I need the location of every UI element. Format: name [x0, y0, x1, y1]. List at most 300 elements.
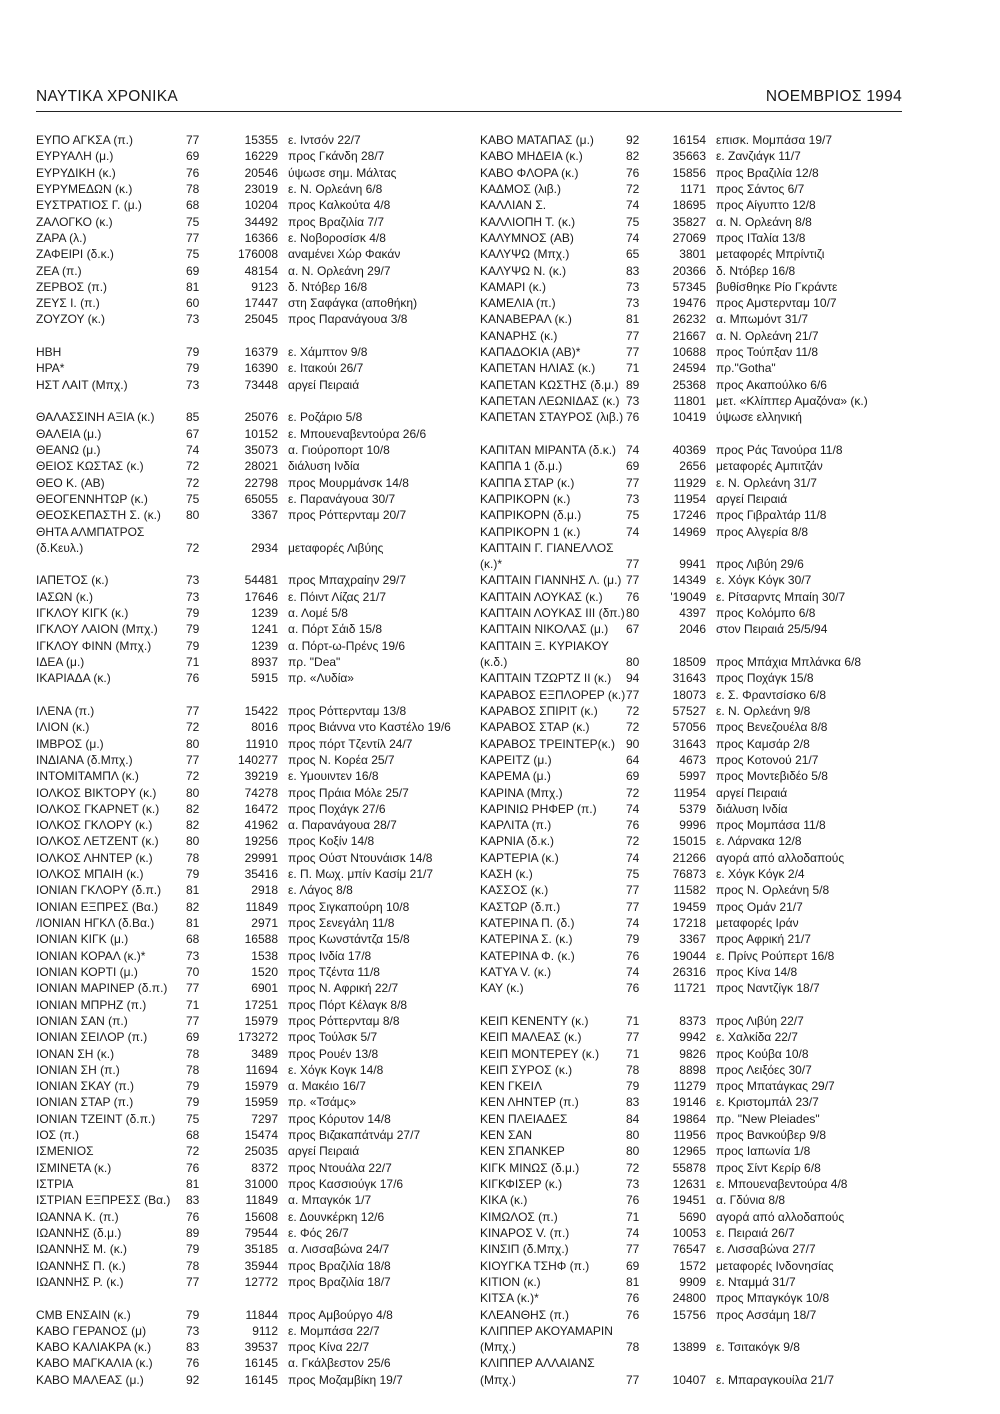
build-year: 92: [626, 133, 640, 147]
ship-row: [36, 1160, 476, 1176]
status-destination: προς Ρόττερνταμ 8/8: [288, 1013, 400, 1028]
ship-name: ΚΑΠΡΙΚΟΡΝ (δ.μ.): [480, 508, 582, 523]
build-year: 73: [186, 589, 200, 604]
ship-row: [480, 458, 905, 474]
tonnage: 11849: [245, 899, 278, 914]
ship-name: ΙΚΑΡΙΑΔΑ (κ.): [36, 671, 111, 686]
ship-row: [36, 833, 476, 849]
build-year: 71: [626, 361, 640, 376]
ship-name: ΙΟΝΙΑΝ ΚΟΡΑΛ (κ.)*: [36, 948, 146, 963]
ship-row: [480, 931, 905, 947]
ship-row: [480, 785, 905, 801]
build-year: 69: [626, 459, 640, 474]
ship-row: [480, 1225, 905, 1241]
tonnage: 15979: [244, 1013, 278, 1028]
status-destination: ε. Ν. Ορλεάνη 6/8: [288, 181, 383, 196]
status-destination: προς Λιβύη 29/6: [716, 557, 804, 572]
build-year: 74: [626, 850, 640, 865]
ship-row: [480, 426, 905, 442]
status-destination: προς Σάντος 6/7: [716, 181, 805, 196]
build-year: 60: [186, 296, 200, 311]
build-year: 74: [626, 964, 640, 979]
build-year: 80: [186, 785, 200, 800]
tonnage: 26316: [672, 964, 706, 979]
status-destination: ε. Υμουιντεν 16/8: [288, 769, 379, 784]
status-destination: προς ΙΤαλία 13/8: [716, 230, 806, 245]
ship-row: [480, 491, 905, 507]
ship-row: [36, 736, 476, 752]
ship-name: ΙΟΝΙΑΝ ΣΕΙΛΟΡ (π.): [36, 1030, 148, 1045]
build-year: 76: [626, 1193, 640, 1208]
tonnage: 1520: [251, 964, 278, 979]
build-year: 74: [626, 198, 640, 213]
build-year: 73: [186, 312, 200, 327]
ship-name: ΙΟΝΑΝ ΣΗ (κ.): [36, 1046, 115, 1061]
ship-row: [480, 833, 905, 849]
build-year: 75: [186, 1111, 200, 1126]
tonnage: 35416: [244, 867, 278, 882]
ship-name: ΚΑΤΥΑ V. (κ.): [480, 964, 552, 979]
ship-row: [480, 197, 905, 213]
status-destination: ε. Π. Μωχ. μπίν Κασίμ 21/7: [288, 867, 434, 882]
status-destination: προς Κωνστάντζα 15/8: [288, 932, 410, 947]
ship-row: [36, 409, 476, 425]
status-destination: πρ. "New Pleiades": [716, 1111, 820, 1126]
build-year: 77: [186, 133, 200, 147]
build-year: 82: [186, 899, 200, 914]
ship-name: ΗΣΤ ΛΑΙΤ (Μπχ.): [36, 377, 128, 392]
tonnage: 74278: [244, 785, 278, 800]
tonnage: 10419: [672, 410, 706, 425]
build-year: 73: [626, 1177, 640, 1191]
tonnage: 73448: [244, 377, 278, 392]
tonnage: 6901: [251, 981, 278, 996]
status-destination: προς Κούβα 10/8: [716, 1046, 809, 1061]
status-destination: μεταφορές Αμπιτζάν: [716, 459, 823, 474]
tonnage: 35827: [672, 214, 706, 229]
ship-name: ΚΑΛΥΨΩ Ν. (κ.): [480, 263, 567, 278]
ship-row: [36, 687, 476, 703]
tonnage: 4673: [679, 752, 706, 767]
ship-name: ΚΑΛΛΙΟΠΗ Τ. (κ.): [480, 214, 576, 229]
tonnage: 15756: [672, 1307, 706, 1322]
status-destination: προς Ν. Κορέα 25/7: [288, 752, 395, 767]
tonnage: 24800: [672, 1291, 706, 1306]
ship-name: ΚΑΡΙΝΙΩ ΡΗΦΕΡ (π.): [480, 801, 597, 816]
status-destination: α. Πόρτ-ω-Πρένς 19/6: [288, 638, 406, 653]
build-year: 75: [626, 867, 640, 882]
ship-name: ΙΟΝΙΑΝ ΜΠΡΗΖ (π.): [36, 997, 147, 1012]
tonnage: 173272: [237, 1030, 278, 1045]
tonnage: 19044: [672, 948, 706, 963]
build-year: 78: [626, 1062, 640, 1077]
ship-name: ΙΩΑΝΝΑ Κ. (π.): [36, 1209, 119, 1224]
ship-name: ΙΟΝΙΑΝ ΚΙΓΚ (μ.): [36, 932, 129, 947]
ship-row: [36, 572, 476, 588]
ship-row: [36, 524, 476, 540]
ship-name: ΚΛΙΠΠΕΡ ΑΛΛΑΙΑΝΣ: [480, 1356, 595, 1371]
tonnage: 1241: [251, 622, 278, 637]
tonnage: 35073: [244, 442, 278, 457]
ship-name: ΙΣΤΡΙΑΝ ΕΞΠΡΕΣΣ (Βα.): [36, 1193, 171, 1208]
ship-name: ΚΙΝΑΡΟΣ V. (π.): [480, 1225, 570, 1240]
ship-name: ΚΑΡΙΝΑ (Μπχ.): [480, 785, 563, 800]
build-year: 72: [186, 540, 200, 555]
ship-row: [480, 703, 905, 719]
ship-name: ΚΑΠΤΑΙΝ ΛΟΥΚΑΣ (κ.): [480, 589, 603, 604]
status-destination: α. Παρανάγουα 28/7: [288, 818, 397, 833]
build-year: 79: [186, 1242, 200, 1257]
ship-name: ΚΑΔΜΟΣ (λιβ.): [480, 181, 561, 196]
tonnage: 10407: [672, 1372, 706, 1387]
tonnage: 15856: [672, 165, 706, 180]
tonnage: 16588: [244, 932, 278, 947]
ship-name: ΚΑΡΕΙΤΖ (μ.): [480, 752, 552, 767]
status-destination: ε. Μομπάσα 22/7: [288, 1323, 380, 1338]
ship-row: [36, 328, 476, 344]
ship-row: [36, 948, 476, 964]
build-year: 78: [186, 850, 200, 865]
status-destination: προς Κίνα 14/8: [716, 964, 798, 979]
status-destination: προς Σίντ Κερίρ 6/8: [716, 1160, 821, 1175]
ship-row: [480, 1355, 905, 1371]
ship-name: ΙΟΛΚΟΣ ΓΚΑΡΝΕΤ (κ.): [36, 801, 160, 816]
tonnage: 31000: [244, 1177, 278, 1191]
page-header: [36, 88, 902, 110]
tonnage: 8898: [679, 1062, 706, 1077]
ship-name: ΚΑΠΤΑΙΝ ΛΟΥΚΑΣ ΙΙΙ (δπ.): [480, 606, 625, 621]
ship-row: [480, 980, 905, 996]
ship-row: [480, 850, 905, 866]
ship-name: ΚΙΓΚ ΜΙΝΩΣ (δ.μ.): [480, 1160, 580, 1175]
ship-name: ΘΕΟΣΚΕΠΑΣΤΗ Σ. (κ.): [36, 508, 161, 523]
ship-row: [480, 605, 905, 621]
build-year: 80: [186, 834, 200, 849]
ship-row: [36, 214, 476, 230]
ship-row: [36, 360, 476, 376]
ship-row: [480, 1127, 905, 1143]
build-year: 79: [186, 867, 200, 882]
build-year: 92: [186, 1372, 200, 1387]
build-year: 74: [626, 524, 640, 539]
build-year: 77: [626, 573, 640, 588]
ship-name: ΚΑΠΤΑΙΝ ΤΖΩΡΤΖ ΙΙ (κ.): [480, 671, 612, 686]
ship-name: ΚΑΒΟ ΚΑΛΙΑΚΡΑ (κ.): [36, 1340, 152, 1355]
status-destination: ε. Ιντσόν 22/7: [288, 133, 361, 147]
status-destination: προς Αίγυπτο 12/8: [716, 198, 816, 213]
ship-name: ΚΑΒΟ ΜΑΓΚΑΛΙΑ (κ.): [36, 1356, 153, 1371]
status-destination: α. Γιούροπορτ 10/8: [288, 442, 390, 457]
status-destination: ε. Παρανάγουα 30/7: [288, 491, 396, 506]
build-year: 71: [186, 655, 200, 669]
ship-row: [36, 964, 476, 980]
build-year: 76: [186, 1209, 200, 1224]
ship-row: [480, 1062, 905, 1078]
ship-row: [36, 1323, 476, 1339]
tonnage: 29991: [244, 850, 278, 865]
status-destination: προς Βραζιλία 18/7: [288, 1274, 391, 1289]
status-destination: δ. Ντόβερ 16/8: [288, 279, 368, 294]
status-destination: α. Μπαγκόκ 1/7: [288, 1193, 372, 1208]
ship-row: [480, 817, 905, 833]
status-destination: προς Μπαχραίην 29/7: [288, 573, 407, 588]
status-destination: ε. Ζανζιάγκ 11/7: [716, 149, 801, 164]
build-year: 78: [186, 1062, 200, 1077]
ship-row: [36, 752, 476, 768]
ship-row: [36, 1290, 476, 1306]
build-year: 71: [186, 997, 200, 1012]
ship-name: ΚΑΡΝΙΑ (δ.κ.): [480, 834, 555, 849]
ship-name: ΙΣΤΡΙΑ: [36, 1177, 74, 1191]
ship-name: /ΙΟΝΙΑΝ ΗΓΚΛ (δ.Βα.): [36, 916, 155, 930]
ship-row: [480, 670, 905, 686]
ship-name: ΙΓΚΛΟΥ ΛΑΙΟΝ (Μπχ.): [36, 622, 158, 637]
build-year: 81: [186, 279, 200, 294]
ship-name: ΙΩΑΝΝΗΣ Ρ. (κ.): [36, 1274, 124, 1289]
build-year: 72: [186, 720, 200, 735]
ship-name: ΙΔΕΑ (μ.): [36, 655, 85, 669]
status-destination: διάλυση Ινδία: [716, 801, 788, 816]
ship-name: ΚΑΝΑΒΕΡΑΛ (κ.): [480, 312, 572, 327]
status-destination: προς Ομάν 21/7: [716, 899, 803, 914]
ship-name: ΚΑΠΕΤΑΝ ΛΕΩΝΙΔΑΣ (κ.): [480, 394, 620, 408]
build-year: 73: [186, 573, 200, 588]
tonnage: 17251: [244, 997, 278, 1012]
ship-name: ΚΑΠΡΙΚΟΡΝ 1 (κ.): [480, 524, 581, 539]
tonnage: 40369: [672, 442, 706, 457]
tonnage: 15015: [672, 834, 706, 849]
status-destination: προς Ούστ Ντουνάισκ 14/8: [288, 850, 433, 865]
ship-row: [480, 540, 905, 556]
status-destination: ε. Χόγκ Κόγκ 30/7: [716, 573, 812, 588]
ship-row: [480, 964, 905, 980]
tonnage: 1572: [679, 1258, 706, 1273]
tonnage: 9942: [679, 1030, 706, 1045]
ship-row: [480, 687, 905, 703]
ship-name: ΚΑΠΙΤΑΝ ΜΙΡΑΝΤΑ (δ.κ.): [480, 442, 617, 457]
build-year: 69: [186, 149, 200, 164]
status-destination: α. Μπωμόντ 31/7: [716, 312, 809, 327]
ship-row: [480, 1372, 905, 1388]
status-destination: προς Ασσάμη 18/7: [716, 1307, 817, 1322]
build-year: 71: [626, 1013, 640, 1028]
status-destination: ε. Νταμμά 31/7: [716, 1274, 796, 1289]
ship-name: ΘΑΛΑΣΣΙΝΗ ΑΞΙΑ (κ.): [36, 410, 155, 425]
status-destination: προς Σιγκαπούρη 10/8: [288, 899, 410, 914]
ship-name: (κ.)*: [480, 557, 502, 572]
ship-name: ΚΑΛΥΨΩ (Μπχ.): [480, 247, 570, 262]
ship-name: ΙΑΣΩΝ (κ.): [36, 589, 94, 604]
ship-row: [36, 344, 476, 360]
ship-name: ΚΑΠΕΤΑΝ ΗΛΙΑΣ (κ.): [480, 361, 596, 376]
tonnage: 48154: [244, 263, 278, 278]
ship-row: [36, 1078, 476, 1094]
ship-row: [480, 263, 905, 279]
ship-row: [36, 475, 476, 491]
ship-name: ΖΕΡΒΟΣ (π.): [36, 279, 108, 294]
status-destination: α. Πόρτ Σάιδ 15/8: [288, 622, 383, 637]
status-destination: ε. Ιτακούι 26/7: [288, 361, 364, 376]
ship-row: [36, 1225, 476, 1241]
ship-name: ΚΑΜΑΡΙ (κ.): [480, 279, 547, 294]
tonnage: 25045: [244, 312, 278, 327]
tonnage: 11582: [673, 883, 706, 898]
status-destination: ε. Χάμπτον 9/8: [288, 345, 368, 360]
build-year: 94: [626, 671, 640, 686]
status-destination: προς Αμστερνταμ 10/7: [716, 296, 837, 311]
tonnage: 14969: [672, 524, 706, 539]
ship-row: [36, 556, 476, 572]
ship-row: [36, 279, 476, 295]
tonnage: 3367: [251, 508, 278, 523]
tonnage: 15355: [244, 133, 278, 147]
ship-name: CMB ΕΝΣΑΙΝ (κ.): [36, 1307, 131, 1322]
ship-name: ΚΛΕΑΝΘΗΣ (π.): [480, 1307, 570, 1322]
tonnage: 25076: [244, 410, 278, 425]
status-destination: προς Τούπξαν 11/8: [716, 345, 818, 360]
ship-row: [36, 1372, 476, 1388]
status-destination: προς Ρόττερνταμ 20/7: [288, 508, 407, 523]
status-destination: προς Κολόμπο 6/8: [716, 606, 816, 621]
build-year: 71: [626, 1046, 640, 1061]
ship-name: ΚΑΡΤΕΡΙΑ (κ.): [480, 850, 559, 865]
tonnage: 11801: [673, 394, 706, 408]
tonnage: 8372: [251, 1160, 278, 1175]
tonnage: 31643: [672, 736, 706, 751]
status-destination: ε. Φός 26/7: [288, 1225, 349, 1240]
status-destination: προς Μοζαμβίκη 19/7: [288, 1372, 403, 1387]
status-destination: προς Μουρμάνσκ 14/8: [288, 475, 409, 490]
tonnage: 10204: [244, 198, 278, 213]
tonnage: 140277: [237, 752, 278, 767]
status-destination: προς Ρόττερνταμ 13/8: [288, 703, 407, 718]
tonnage: 9826: [679, 1046, 706, 1061]
status-destination: ε. Πρίνς Ρούπερτ 16/8: [716, 948, 835, 963]
ship-row: [480, 948, 905, 964]
build-year: 79: [186, 345, 200, 360]
status-destination: αργεί Πειραιά: [288, 377, 360, 392]
status-destination: ε. Σ. Φραντσίσκο 6/8: [716, 687, 827, 702]
status-destination: προς Βιάννα ντο Καστέλο 19/6: [288, 720, 451, 735]
status-destination: προς Λιβύη 22/7: [716, 1013, 804, 1028]
build-year: 81: [626, 312, 640, 327]
ship-name: ΚΑΜΕΛΙΑ (π.): [480, 296, 556, 311]
status-destination: προς Ιαπωνία 1/8: [716, 1144, 811, 1159]
status-destination: α. Λισσαβώνα 24/7: [288, 1242, 390, 1257]
tonnage: 41962: [244, 818, 278, 833]
ship-name: ΚΙΝΣΙΠ (δ.Μπχ.): [480, 1242, 569, 1257]
ship-name: ΚΑΣΤΩΡ (δ.π.): [480, 899, 561, 914]
ship-row: [480, 181, 905, 197]
build-year: 75: [186, 491, 200, 506]
status-destination: προς Βραζιλία 7/7: [288, 214, 385, 229]
status-destination: προς Μοντεβιδέο 5/8: [716, 769, 828, 784]
ship-row: [480, 1176, 905, 1192]
ship-row: [36, 621, 476, 637]
ship-name: ΚΛΙΠΠΕΡ ΑΚΟΥΑΜΑΡΙΝ: [480, 1323, 613, 1338]
status-destination: στη Σαφάγκα (αποθήκη): [288, 296, 418, 311]
build-year: 77: [626, 1030, 640, 1045]
tonnage: 3801: [679, 247, 706, 262]
status-destination: αγορά από αλλοδαπούς: [716, 1209, 845, 1224]
status-destination: ε. Ροζάριο 5/8: [288, 410, 363, 425]
build-year: 75: [626, 214, 640, 229]
ship-row: [36, 491, 476, 507]
ship-row: [480, 230, 905, 246]
tonnage: 28021: [244, 459, 278, 474]
ship-name: ΚΑΒΟ ΜΗΔΕΙΑ (κ.): [480, 149, 583, 164]
build-year: 73: [626, 279, 640, 294]
tonnage: 35663: [672, 149, 706, 164]
tonnage: 21266: [672, 850, 706, 865]
ship-name: ΚΑΠΠΑ ΣΤΑΡ (κ.): [480, 475, 575, 490]
build-year: 75: [626, 508, 640, 523]
ship-name: ΙΟΝΙΑΝ ΣΤΑΡ (π.): [36, 1095, 134, 1110]
ship-row: [480, 311, 905, 327]
ship-row: [480, 1111, 905, 1127]
status-destination: προς Ν. Αφρική 22/7: [288, 981, 399, 996]
ship-row: [36, 377, 476, 393]
build-year: 76: [626, 1291, 640, 1306]
ship-name: (κ.δ.): [480, 655, 508, 669]
status-destination: προς Κοξίν 14/8: [288, 834, 375, 849]
ship-name: ΚΑΠΕΤΑΝ ΣΤΑΥΡΟΣ (λιβ.): [480, 410, 624, 425]
status-destination: α. Ν. Ορλεάνη 21/7: [716, 328, 819, 343]
tonnage: 2918: [251, 883, 278, 898]
ship-name: ΙΝΔΙΑΝΑ (δ.Μπχ.): [36, 752, 133, 767]
status-destination: ύψωσε ελληνική: [716, 410, 802, 425]
status-destination: ε. Πειραιά 26/7: [716, 1225, 795, 1240]
ship-row: [480, 214, 905, 230]
status-destination: προς Καμσάρ 2/8: [716, 736, 810, 751]
ship-name: ΚΑΥ (κ.): [480, 981, 524, 996]
build-year: 74: [186, 442, 200, 457]
status-destination: προς Βανκούβερ 9/8: [716, 1128, 827, 1143]
ship-row: [36, 785, 476, 801]
ship-name: ΗΡΑ*: [36, 361, 65, 376]
ship-name: ΙΜΒΡΟΣ (μ.): [36, 736, 104, 751]
status-destination: προς Λειξόες 30/7: [716, 1062, 812, 1077]
build-year: 77: [626, 883, 640, 898]
ship-row: [36, 540, 476, 556]
ship-name: ΚΕΝ ΓΚΕΙΛ: [480, 1079, 542, 1094]
ship-name: ΗΒΗ: [36, 345, 62, 360]
status-destination: αργεί Πειραιά: [716, 785, 788, 800]
ship-name: ΚΑΠΡΙΚΟΡΝ (κ.): [480, 491, 571, 506]
build-year: 79: [186, 1307, 200, 1322]
status-destination: βυθίσθηκε Ρίο Γκράντε: [716, 279, 838, 294]
tonnage: 16154: [672, 133, 706, 147]
ship-row: [36, 263, 476, 279]
ship-name: ΚΑΡΑΒΟΣ ΣΤΑΡ (κ.): [480, 720, 590, 735]
build-year: 73: [626, 394, 640, 408]
build-year: 64: [626, 752, 640, 767]
build-year: 69: [626, 769, 640, 784]
build-year: 83: [626, 1095, 640, 1110]
ship-name: ΘΑΛΕΙΑ (μ.): [36, 426, 102, 441]
ship-row: [36, 850, 476, 866]
build-year: 90: [626, 736, 640, 751]
build-year: 81: [186, 1177, 200, 1191]
status-destination: προς Μπάχια Μπλάνκα 6/8: [716, 655, 862, 669]
build-year: 82: [186, 801, 200, 816]
ship-row: [480, 1192, 905, 1208]
ship-row: [480, 1241, 905, 1257]
build-year: 85: [186, 410, 200, 425]
ship-name: ΙΩΑΝΝΗΣ Μ. (κ.): [36, 1242, 128, 1257]
build-year: 78: [626, 1340, 640, 1355]
ship-row: [36, 132, 476, 148]
